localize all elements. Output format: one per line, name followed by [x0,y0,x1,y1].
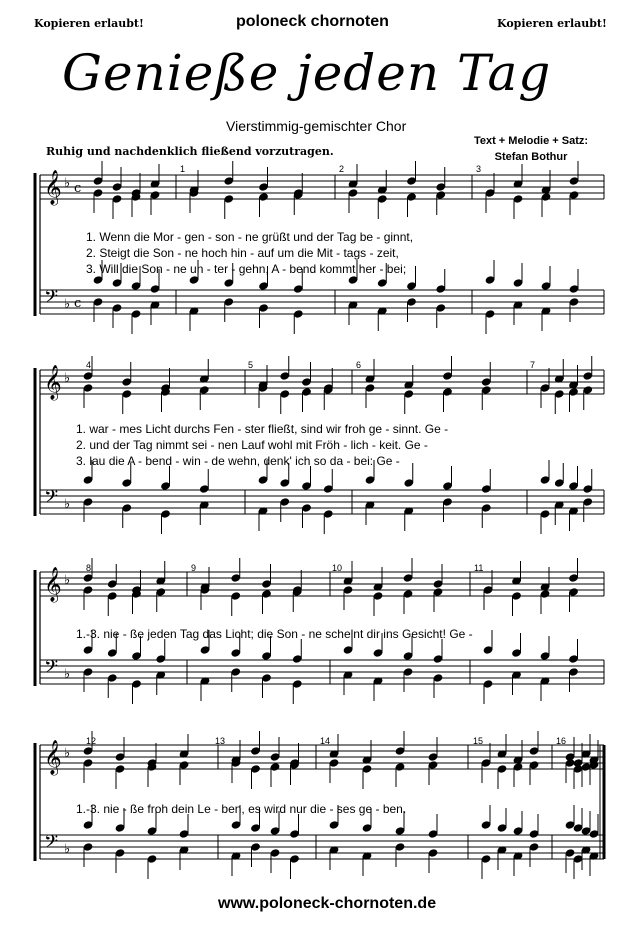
note-head [481,386,491,394]
measure-number: 8 [86,563,92,573]
lyric-line-verse-3: 3. lau die A - bend - win - de wehn, denk' ich so da - bei: Ge - [76,454,400,468]
note-head [251,765,261,773]
measure-number: 6 [356,360,362,370]
note-head [132,652,142,660]
note-head [565,759,575,767]
note-head [83,646,93,654]
note-head [224,279,234,287]
subtitle: Vierstimmig-gemischter Chor [226,118,407,134]
note-head [443,482,453,490]
lyric-line-verse-1: 1. war - mes Licht durchs Fen - ster fließt, sind wir froh ge - sinnt. Ge - [76,422,449,436]
note-head [433,655,443,663]
measure-number: 10 [332,563,343,573]
note-head [251,747,261,755]
note-head [373,592,383,600]
note-head [93,298,103,306]
note-head [512,592,522,600]
note-head [436,285,446,293]
note-head [83,843,93,851]
note-head [541,282,551,290]
note-head [280,479,290,487]
note-head [481,504,491,512]
note-head [122,479,132,487]
note-head [513,827,523,835]
note-head [93,276,103,284]
note-head [485,276,495,284]
note-head [147,827,157,835]
note-head [348,276,358,284]
note-head [581,763,591,771]
note-head [179,761,189,769]
note-head [251,843,261,851]
lyric-line-verse-3: 3. Will die Son - ne un - ter - gehn, A - bend kommt her - bei; [86,262,407,276]
note-head [395,827,405,835]
note-head [569,298,579,306]
note-head [231,649,241,657]
note-head [329,759,339,767]
note-head [483,586,493,594]
note-head [529,830,539,838]
note-head [147,855,157,863]
note-head [565,821,575,829]
treble-clef: 𝄞 [44,740,62,775]
note-head [540,476,550,484]
note-head [573,824,583,832]
note-head [362,765,372,773]
note-head [529,843,539,851]
note-head [156,588,166,596]
lyric-line-verse-2: 2. Steigt die Son - ne hoch hin - auf um die Mit - tags - zeit, [86,246,399,260]
note-head [569,177,579,185]
copy-permitted-right: Kopieren erlaubt! [497,17,607,30]
note-head [112,304,122,312]
measure-number: 3 [476,164,482,174]
note-head [259,304,269,312]
note-head [583,498,593,506]
note-head [224,195,234,203]
flat-sign: ♭ [64,371,71,386]
note-head [131,282,141,290]
note-head [540,652,550,660]
note-head [569,574,579,582]
note-head [428,849,438,857]
note-head [377,195,387,203]
note-head [93,189,103,197]
note-head [122,390,132,398]
note-head [529,761,539,769]
note-head [270,849,280,857]
note-head [569,482,579,490]
note-head [290,855,300,863]
note-head [540,510,550,518]
measure-number: 14 [320,736,331,746]
note-head [403,574,413,582]
note-head [569,668,579,676]
footer-website: www.poloneck-chornoten.de [218,895,437,912]
note-head [115,824,125,832]
note-head [161,510,171,518]
treble-clef: 𝄞 [44,365,62,400]
note-head [262,590,272,598]
note-head [483,680,493,688]
note-head [132,680,142,688]
note-head [280,390,290,398]
bass-clef: 𝄢 [44,832,59,857]
note-head [485,310,495,318]
note-head [115,849,125,857]
note-head [513,763,523,771]
note-head [83,372,93,380]
flat-sign: ♭ [64,297,71,312]
note-head [224,298,234,306]
note-head [83,574,93,582]
note-head [481,485,491,493]
note-head [554,479,564,487]
publisher-name: poloneck chornoten [236,13,389,30]
note-head [161,482,171,490]
tempo-marking: Ruhig und nachdenklich fließend vorzutragen. [46,145,334,158]
note-head [259,282,269,290]
note-head [481,821,491,829]
note-head [365,384,375,392]
note-head [513,279,523,287]
note-head [83,747,93,755]
note-head [404,390,414,398]
note-head [541,193,551,201]
note-head [512,649,522,657]
note-head [589,830,599,838]
note-head [348,189,358,197]
note-head [302,482,312,490]
note-head [200,646,210,654]
note-head [377,279,387,287]
note-head [428,753,438,761]
measure-number: 16 [556,736,567,746]
flat-sign: ♭ [64,746,71,761]
note-head [481,855,491,863]
note-head [581,827,591,835]
treble-clef: 𝄞 [44,170,62,205]
time-signature: c [74,181,82,196]
note-head [107,580,117,588]
note-head [329,821,339,829]
note-head [115,765,125,773]
note-head [583,485,593,493]
measure-number: 15 [473,736,484,746]
note-head [404,479,414,487]
note-head [290,830,300,838]
note-head [262,652,272,660]
flat-sign: ♭ [64,176,71,191]
measure-number: 4 [86,360,92,370]
note-head [83,821,93,829]
lyric-line-all-verses: 1.-3. nie - ße froh dein Le - ben, es wird nur die - ses ge - ben. [76,802,407,816]
note-head [262,580,272,588]
lyric-line-verse-2: 2. und der Tag nimmt sei - nen Lauf wohl mit Fröh - lich - keit. Ge - [76,438,428,452]
time-signature: c [74,296,82,311]
note-head [112,183,122,191]
flat-sign: ♭ [64,497,71,512]
note-head [258,476,268,484]
note-head [403,652,413,660]
note-head [485,189,495,197]
note-head [428,830,438,838]
measure-number: 11 [474,563,484,573]
note-head [323,485,333,493]
note-head [107,649,117,657]
note-head [395,843,405,851]
note-head [407,282,417,290]
note-head [156,655,166,663]
note-head [395,763,405,771]
lyric-line-all-verses: 1.-3. nie - ße jeden Tag das Licht; die Son - ne scheint dir ins Gesicht! Ge - [76,627,473,641]
credits-line-2: Stefan Bothur [494,151,568,163]
note-head [122,378,132,386]
note-head [150,191,160,199]
flat-sign: ♭ [64,573,71,588]
note-head [83,759,93,767]
note-head [224,177,234,185]
note-head [573,855,583,863]
note-head [403,590,413,598]
note-head [189,276,199,284]
note-head [565,849,575,857]
note-head [270,827,280,835]
bass-clef: 𝄢 [44,287,59,312]
bass-clef: 𝄢 [44,657,59,682]
note-head [436,304,446,312]
note-head [573,765,583,773]
note-head [403,668,413,676]
note-head [540,384,550,392]
note-head [83,668,93,676]
lyric-line-verse-1: 1. Wenn die Mor - gen - son - ne grüßt und der Tag be - ginnt, [86,230,414,244]
measure-number: 2 [339,164,345,174]
note-head [583,372,593,380]
flat-sign: ♭ [64,667,71,682]
note-head [569,285,579,293]
measure-number: 1 [180,164,186,174]
note-head [443,498,453,506]
note-head [407,193,417,201]
note-head [292,680,302,688]
note-head [497,824,507,832]
note-head [302,388,312,396]
note-head [259,183,269,191]
note-head [93,177,103,185]
note-head [280,498,290,506]
note-head [365,476,375,484]
note-head [569,388,579,396]
note-head [179,830,189,838]
note-head [231,821,241,829]
note-head [433,588,443,596]
note-head [251,824,261,832]
note-head [83,476,93,484]
note-head [433,674,443,682]
credits-line-1: Text + Melodie + Satz: [473,135,589,147]
note-head [323,510,333,518]
note-head [569,191,579,199]
note-head [293,285,303,293]
note-head [150,285,160,293]
song-title: Genieße jeden Tag [62,44,552,102]
note-head [83,384,93,392]
note-head [231,574,241,582]
note-head [302,504,312,512]
note-head [483,646,493,654]
note-head [373,649,383,657]
note-head [231,592,241,600]
note-head [436,183,446,191]
note-head [529,747,539,755]
note-head [115,753,125,761]
note-head [112,195,122,203]
note-head [443,372,453,380]
bass-clef: 𝄢 [44,487,59,512]
note-head [107,674,117,682]
note-head [112,279,122,287]
note-head [433,580,443,588]
note-head [122,504,132,512]
note-head [362,824,372,832]
note-head [569,655,579,663]
note-head [131,310,141,318]
note-head [293,310,303,318]
note-head [302,378,312,386]
note-head [83,498,93,506]
note-head [199,386,209,394]
note-head [199,485,209,493]
note-head [270,753,280,761]
note-head [481,378,491,386]
note-head [83,586,93,594]
note-head [343,586,353,594]
note-head [428,761,438,769]
note-head [343,646,353,654]
note-head [270,763,280,771]
measure-number: 9 [191,563,197,573]
flat-sign: ♭ [64,842,71,857]
note-head [231,668,241,676]
note-head [107,592,117,600]
note-head [569,588,579,596]
note-head [262,674,272,682]
note-head [407,177,417,185]
note-head [395,747,405,755]
note-head [436,191,446,199]
note-head [554,390,564,398]
note-head [280,372,290,380]
note-head [540,590,550,598]
note-head [583,386,593,394]
note-head [259,193,269,201]
measure-number: 7 [530,360,536,370]
note-head [513,195,523,203]
measure-number: 13 [215,736,226,746]
note-head [443,388,453,396]
note-head [407,298,417,306]
treble-clef: 𝄞 [44,567,62,602]
measure-number: 12 [86,736,97,746]
note-head [292,655,302,663]
note-head [481,759,491,767]
copy-permitted-left: Kopieren erlaubt! [34,17,144,30]
measure-number: 5 [248,360,254,370]
note-head [497,765,507,773]
